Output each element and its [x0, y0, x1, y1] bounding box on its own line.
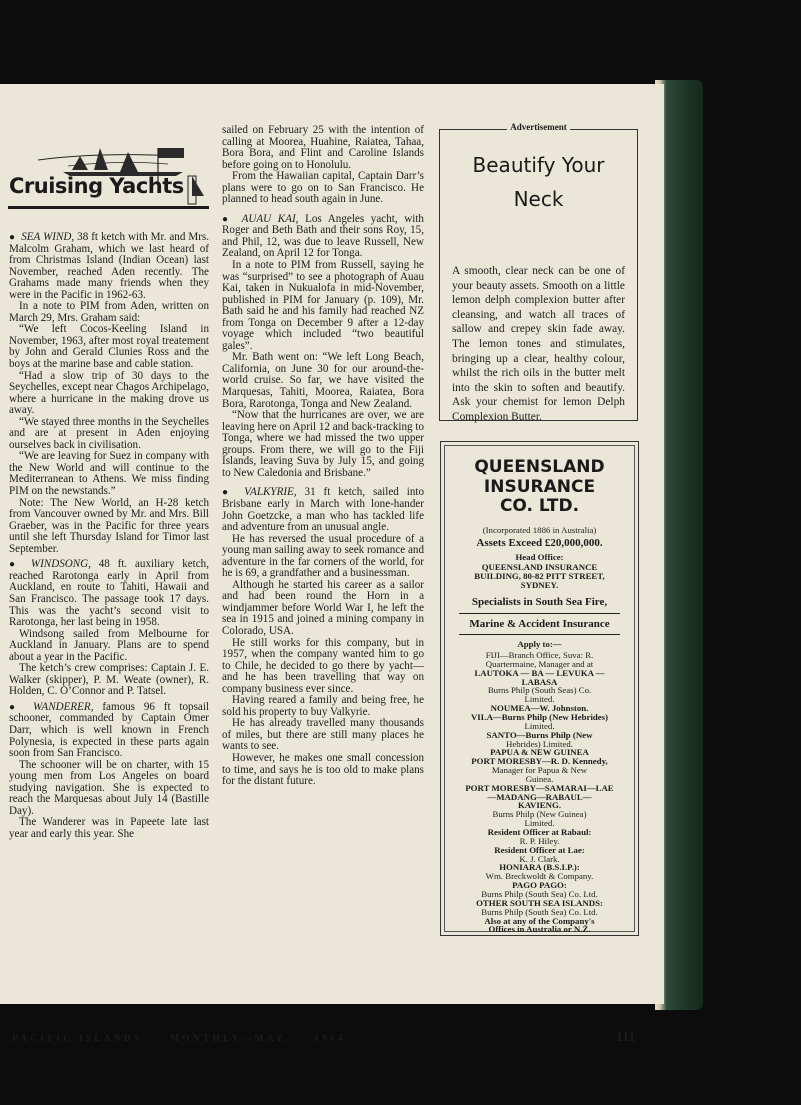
paragraph: In a note to PIM from Russell, saying he was “surprised” to see a photograph of Auau Kai, taken in Nukualofa in mid-November, published in PIM for January (p. 109), Mr. Bath said he and his family had reached NZ from Tonga on December 9 after a 12-day voyage which included “two beautiful gales”. — [222, 259, 424, 352]
agent-line: KAVIENG. — [517, 800, 562, 811]
head-office-line: BUILDING, 80-82 PITT STREET, — [474, 571, 605, 581]
sea-wind-paragraph: ● SEA WIND, 38 ft ketch with Mr. and Mrs. Malcolm Graham, which we last heard of from Christmas Island (Indian Ocean) last November, reached Aden recently. The Grahams made many friends when they were in the Pacific in 1962-63. — [9, 231, 209, 301]
agent-line: VILA—Burns Philp (New Hebrides) — [470, 711, 609, 722]
section-title: Cruising Yachts — [9, 174, 184, 198]
agent-line: Quartermaine, Manager and at — [485, 658, 594, 669]
agent-line: Resident Officer at Lae: — [494, 844, 585, 855]
paragraph: Although he started his career as a sailor and had been round the Horn in a windjammer before World War I, he left the sea in 1915 and joined a mining company in Colorado, USA. — [222, 578, 424, 637]
paragraph: The Wanderer was in Papeete late last year and early this year. She — [9, 816, 209, 840]
paragraph: “We stayed three months in the Seychelles and are at present in Aden enjoying ourselves back in civilisation. — [9, 415, 209, 451]
agent-line: LAUTOKA — BA — LEVUKA — — [474, 667, 605, 678]
agent-line: PORT MORESBY—SAMARAI—LAE — [465, 782, 614, 793]
agent-line: Also at any of the Company's — [484, 915, 595, 926]
advertisement-neck — [439, 122, 638, 423]
magazine-page — [0, 84, 664, 1045]
divider — [459, 634, 620, 635]
agent-line: LABASA — [521, 676, 558, 687]
agent-line: Wm. Breckwoldt & Company. — [485, 871, 594, 882]
ad-headline: Beautify Your Neck — [472, 153, 605, 211]
agent-line: FIJI—Branch Office, Suva: R. — [485, 650, 594, 660]
page-number: 111 — [616, 1030, 636, 1045]
agent-line: Limited. — [524, 818, 555, 829]
valkyrie-paragraph: ● VALKYRIE, 31 ft ketch, sailed into Brisbane early in March with lone-hander John Goetzcke, a man who has tackled life and adventure from an unusual angle. — [222, 486, 424, 534]
paragraph: From the Hawaiian capital, Captain Darr’s plans were to go on to San Francisco. He planned to head south again in June. — [222, 170, 424, 206]
agent-line: K. J. Clark. — [519, 853, 560, 864]
paragraph: In a note to PIM from Aden, written on March 29, Mrs. Graham said: — [9, 300, 209, 324]
advertisement-tag: Advertisement — [507, 122, 569, 132]
page-footer — [12, 1034, 642, 1044]
agent-line: Burns Philp (South Sea) Co. Ltd. — [481, 888, 598, 899]
column-2 — [222, 125, 424, 788]
paragraph: “Now that the hurricanes are over, we are leaving here on April 12 and back-tracking to Tonga, where we had missed the two upper groups. From there, we will go to the Fiji Islands, leaving Suva by July 15, and going to New Caledonia and Brisbane.” — [222, 409, 424, 479]
paragraph: However, he makes one small concession to time, and says he is too old to make plans for the distant future. — [222, 751, 424, 788]
paragraph: Note: The New World, an H-28 ketch from Vancouver owned by Mr. and Mrs. Bill Graeber, was in the Pacific for three years until she left Thursday Island for Timor last September. — [9, 496, 209, 555]
agent-line: Hebrides) Limited. — [506, 738, 573, 749]
agent-line: Manager for Papua & New — [491, 765, 588, 776]
paragraph: “We left Cocos-Keeling Island in November, 1963, after most royal treatement by John and Gerald Clunies Ross and the boys at the marine base and cable station. — [9, 323, 209, 371]
paragraph: He has reversed the usual procedure of a young man sailing away to seek romance and adventure in the far corners of the world, for he is 69, a grandfather and a businessman. — [222, 532, 424, 580]
advertisement-insurance — [440, 441, 639, 936]
agent-line: PAPUA & NEW GUINEA — [490, 747, 589, 758]
windsong-paragraph: ● WINDSONG, 48 ft. auxiliary ketch, reached Rarotonga early in April from Auckland, en route to Tahiti, Hawaii and San Francisco. The passage took 17 days. This was the yacht’s second visit to Rarotonga, her last being in 1958. — [9, 558, 209, 629]
agent-line: PAGO PAGO: — [512, 880, 567, 891]
agent-line: Burns Philp (South Seas) Co. — [487, 685, 592, 696]
paragraph: Windsong sailed from Melbourne for Auckland in January. Plans are to spend about a year in the Pacific. — [9, 627, 209, 663]
paragraph: sailed on February 25 with the intention of calling at Moorea, Huahine, Raiatea, Tahaa, Bora Bora, and Flint and Caroline Islands before going on to Honolulu. — [222, 124, 424, 171]
footer-publication: PACIFIC ISLANDS — [12, 1034, 143, 1044]
paragraph: The schooner will be on charter, with 15 young men from Los Angeles on board studying navigation. She is expected to reach the Marquesas about July 14 (Bastille Day). — [9, 758, 209, 817]
head-office-line: QUEENSLAND INSURANCE — [481, 562, 598, 572]
yacht-name: WINDSONG, — [30, 558, 91, 571]
auau-kai-paragraph: ● AUAU KAI, Los Angeles yacht, with Roger and Beth Bath and their sons Roy, 15, and Phil, 12, was due to leave Russell, New Zealand, on April 12 for Tonga. — [222, 212, 424, 260]
paragraph: He still works for this company, but in 1957, when the company wanted him to go to Chile, he decided to go there by yacht—and he has been travelling that way on company business ever since. — [222, 636, 424, 695]
specialists-line: Specialists in South Sea Fire, — [471, 596, 608, 608]
agent-line: —MADANG—RABAUL— — [487, 791, 592, 802]
agent-line: PORT MORESBY—R. D. Kennedy, — [471, 756, 608, 767]
ad-body: A smooth, clear neck can be one of your beauty assets. Smooth on a little lemon delph complexion butter after cleansing, and watch all traces of sallow and crepey skin fade away. The lemon tones and stimulates, bringing up a clear, healthy colour, whilst the rich oils in the butter melt into the skin to soften and beautify. Ask your chemist for lemon Delph Complexion Butter. — [452, 265, 625, 423]
agent-line: Burns Philp (New Guinea) — [492, 809, 587, 820]
footer-year: 1964 — [314, 1034, 346, 1044]
agent-line: HONIARA (B.S.I.P.): — [499, 862, 580, 873]
paragraph: He has already travelled many thousands of miles, but there are still many places he wants to see. — [222, 717, 424, 753]
paragraph: Having reared a family and being free, he sold his property to buy Valkyrie. — [222, 694, 424, 718]
head-office-label: Head Office: — [515, 552, 564, 562]
company-name: QUEENSLAND INSURANCE CO. LTD. — [474, 457, 605, 516]
agent-line: NOUMEA—W. Johnston. — [490, 703, 589, 714]
agent-line: R. P. Hiley. — [519, 835, 560, 846]
apply-label: Apply to:— — [517, 639, 562, 649]
section-rule — [8, 206, 209, 209]
column-1 — [9, 224, 209, 840]
agent-line: SANTO—Burns Philp (New — [486, 729, 593, 740]
yacht-name: WANDERER, — [32, 700, 94, 713]
agent-line: Limited. — [524, 720, 555, 731]
head-office-line: SYDNEY. — [520, 580, 559, 590]
agent-line: Resident Officer at Rabaul: — [487, 827, 592, 837]
agent-line: Burns Philp (South Sea) Co. Ltd. — [481, 906, 598, 917]
footer-issue: MONTHLY—MAY, — [170, 1034, 291, 1044]
paragraph: The ketch’s crew comprises: Captain J. E. Walker (skipper), P. M. Weate (owner), R. Holden, C. O’Connor and P. Tatsel. — [9, 662, 209, 698]
agent-line: OTHER SOUTH SEA ISLANDS: — [476, 897, 603, 908]
yacht-name: AUAU KAI, — [241, 212, 299, 225]
agent-line: Guinea. — [525, 773, 554, 784]
paragraph: Mr. Bath went on: “We left Long Beach, California, on June 30 for our around-the-world cruise. So far, we have visited the Marquesas, Tahiti, Moorea, Raiatea, Bora Bora, Rarotonga, Tonga and New Zealand. — [222, 351, 424, 410]
agent-line: Offices in Australia or N.Z. — [488, 924, 591, 935]
incorporated-line: (Incorporated 1886 in Australia) — [482, 525, 597, 535]
agent-line: Limited. — [524, 694, 555, 705]
yacht-name: SEA WIND, — [21, 231, 75, 243]
paragraph: “Had a slow trip of 30 days to the Seychelles, except near Chagos Archipelago, where a hurricane in the making drove us away. — [9, 369, 209, 417]
wanderer-paragraph: ● WANDERER, famous 96 ft topsail schooner, commanded by Captain Omer Darr, which is well known in French Polynesia, is expected in these parts again soon from San Francisco. — [9, 700, 209, 760]
divider — [459, 613, 620, 614]
yacht-name: VALKYRIE, — [244, 486, 297, 499]
specialists-line: Marine & Accident Insurance — [469, 618, 610, 630]
paragraph: “We are leaving for Suez in company with the New World and will continue to the Mediterranean to Athens. We miss finding PIM on the newstands.” — [9, 450, 209, 498]
assets-line: Assets Exceed £20,000,000. — [476, 537, 603, 549]
